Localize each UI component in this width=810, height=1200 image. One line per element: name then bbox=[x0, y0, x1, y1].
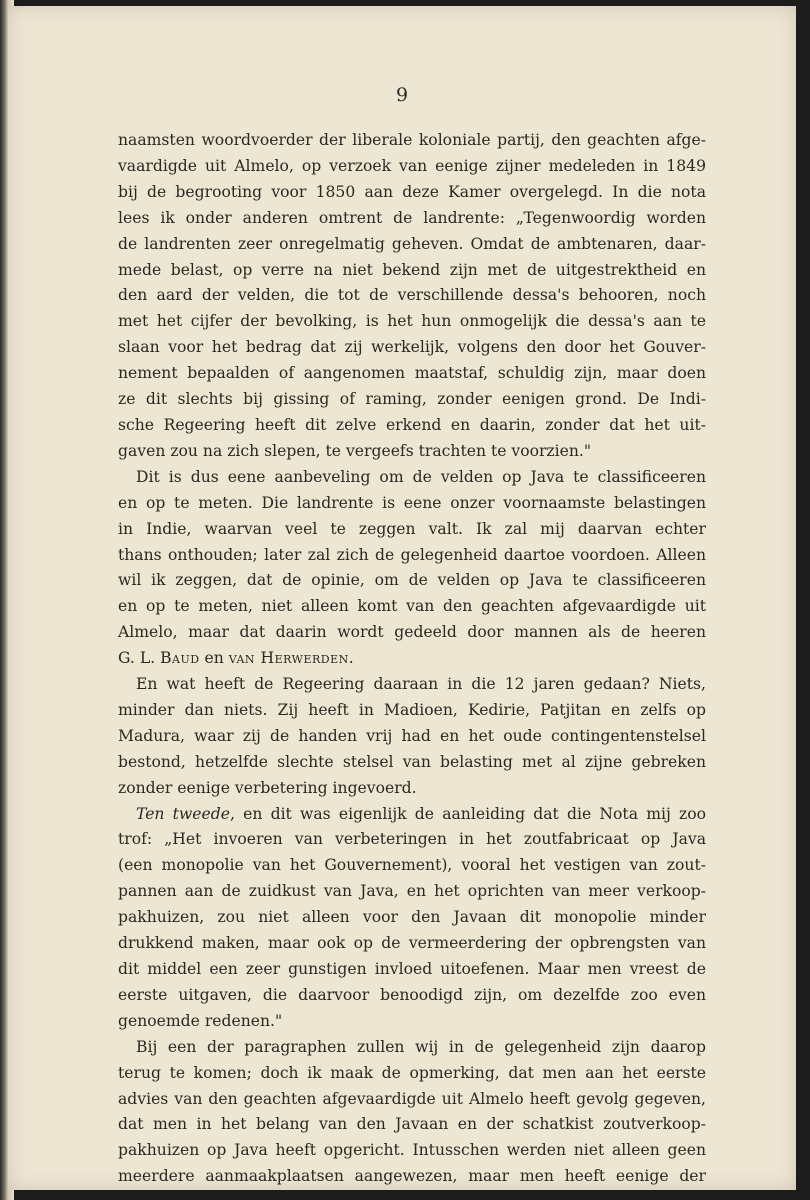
text-line: pannen aan de zuidkust van Java, en het oprichten van meer verkoop- bbox=[118, 882, 706, 901]
text-line: wil ik zeggen, dat de opinie, om de velden op Java te classificeeren bbox=[118, 571, 706, 590]
name-baud: Baud bbox=[160, 649, 200, 668]
names-prefix: G. L. bbox=[118, 649, 161, 668]
body-text bbox=[118, 128, 706, 1190]
text-line: lees ik onder anderen omtrent de landrente: „Tegenwoordig worden bbox=[118, 208, 706, 227]
text-line: slaan voor het bedrag dat zij werkelijk, volgens den door het Gouver- bbox=[118, 338, 706, 357]
text-line: dit middel een zeer gunstigen invloed uitoefenen. Maar men vreest de bbox=[118, 960, 706, 978]
text-line: vaardigde uit Almelo, op verzoek van eenige zijner medeleden in 1849 bbox=[118, 156, 706, 175]
italic-line-rest: , en dit was eigenlijk de aanleiding dat die Nota mij zoo bbox=[229, 804, 706, 823]
text-line: eerste uitgaven, die daarvoor benoodigd zijn, om dezelfde zoo even bbox=[118, 985, 706, 1004]
text-line: ze dit slechts bij gissing of raming, zonder eenigen grond. De Indi- bbox=[118, 390, 706, 409]
text-line: mede belast, op verre na niet bekend zijn met de uitgestrektheid en bbox=[118, 260, 706, 279]
text-line: en op te meten, niet alleen komt van den geachten afgevaardigde uit bbox=[118, 597, 706, 616]
text-line: gaven zou na zich slepen, te vergeefs trachten te voorzien." bbox=[118, 441, 592, 460]
text-line: Almelo, maar dat daarin wordt gedeeld door mannen als de heeren bbox=[118, 623, 706, 642]
text-line: Madura, waar zij de handen vrij had en het oude contingentenstelsel bbox=[118, 726, 706, 745]
text-line: den aard der velden, die tot de verschillende dessa's behooren, noch bbox=[118, 286, 706, 305]
text-line: advies van den geachten afgevaardigde uit Almelo heeft gevolg gegeven, bbox=[118, 1089, 706, 1108]
text-line: terug te komen; doch ik maak de opmerking, dat men aan het eerste bbox=[118, 1063, 706, 1082]
text-line-italic-lead bbox=[118, 802, 706, 828]
text-line: en op te meten. Die landrente is eene onzer voornaamste belastingen bbox=[118, 493, 706, 512]
page-number: 9 bbox=[395, 84, 409, 106]
text-line: bij de begrooting voor 1850 aan deze Kamer overgelegd. In die nota bbox=[118, 182, 706, 201]
book-page bbox=[8, 6, 796, 1190]
text-line: trof: „Het invoeren van verbeteringen in het zoutfabricaat op Java bbox=[118, 830, 706, 849]
text-line: pakhuizen op Java heeft opgericht. Intusschen werden niet alleen geen bbox=[118, 1141, 706, 1160]
text-line: in Indie, waarvan veel te zeggen valt. Ik zal mij daarvan echter bbox=[118, 519, 706, 538]
text-line: En wat heeft de Regeering daaraan in die 12 jaren gedaan? Niets, bbox=[136, 675, 706, 694]
names-conjunction: en bbox=[199, 649, 229, 668]
text-line: thans onthouden; later zal zich de gelegenheid daartoe voordoen. Alleen bbox=[118, 545, 706, 564]
text-line: zonder eenige verbetering ingevoerd. bbox=[118, 778, 417, 797]
text-line: bestond, hetzelfde slechte stelsel van belasting met al zijne gebreken bbox=[118, 752, 706, 771]
text-line: genoemde redenen." bbox=[118, 1011, 283, 1030]
name-van-herwerden: van Herwerden bbox=[228, 649, 349, 668]
text-line: nement bepaalden of aangenomen maatstaf, schuldig zijn, maar doen bbox=[118, 364, 706, 383]
text-line: (een monopolie van het Gouvernement), vooral het vestigen van zout- bbox=[118, 856, 706, 875]
italic-ten-tweede: Ten tweede bbox=[136, 804, 230, 823]
text-line: sche Regeering heeft dit zelve erkend en daarin, zonder dat het uit- bbox=[118, 415, 706, 434]
text-line: Bij een der paragraphen zullen wij in de gelegenheid zijn daarop bbox=[136, 1037, 706, 1056]
text-line: pakhuizen, zou niet alleen voor den Javaan dit monopolie minder bbox=[118, 908, 706, 927]
text-line: de landrenten zeer onregelmatig geheven. Omdat de ambtenaren, daar- bbox=[118, 234, 706, 253]
text-line: drukkend maken, maar ook op de vermeerdering der opbrengsten van bbox=[118, 934, 706, 953]
text-line: minder dan niets. Zij heeft in Madioen, Kedirie, Patjitan en zelfs op bbox=[118, 700, 706, 719]
text-line-names bbox=[118, 646, 706, 672]
text-line: Dit is dus eene aanbeveling om de velden op Java te classificeeren bbox=[136, 467, 706, 486]
names-period: . bbox=[348, 649, 354, 668]
text-line: dat men in het belang van den Javaan en der schatkist zoutverkoop- bbox=[118, 1115, 706, 1134]
text-line: met het cijfer der bevolking, is het hun onmogelijk die dessa's aan te bbox=[118, 312, 706, 331]
text-line: meerdere aanmaakplaatsen aangewezen, maar men heeft eenige der bbox=[118, 1167, 706, 1186]
text-line: naamsten woordvoerder der liberale koloniale partij, den geachten afge- bbox=[118, 131, 706, 149]
